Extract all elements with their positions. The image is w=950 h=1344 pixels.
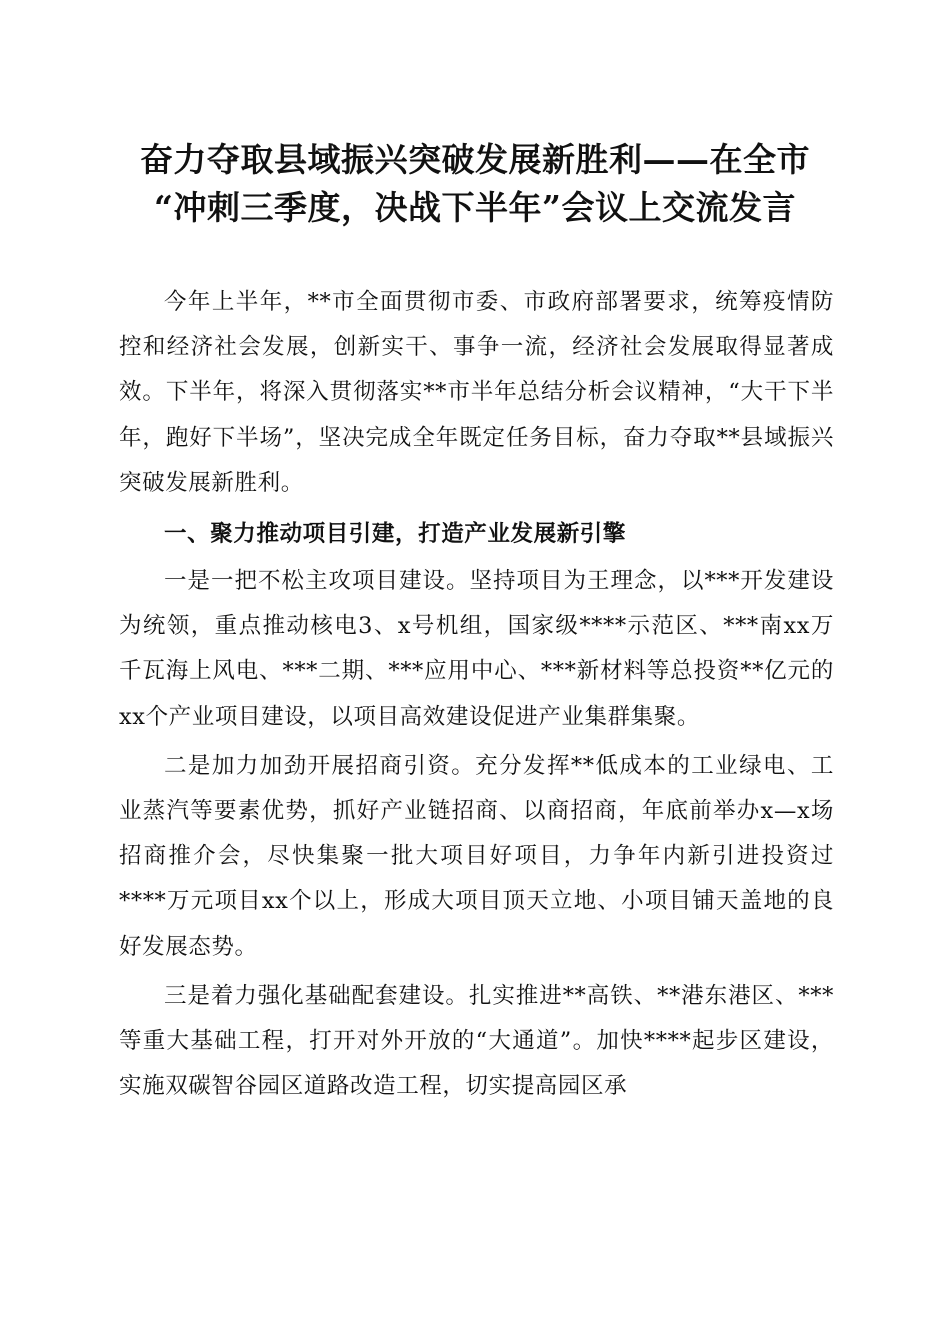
point-text-1: 坚持项目为王理念，以***开发建设为统领，重点推动核电3、x号机组，国家级****示范区、***南xx万千瓦海上风电、***二期、***应用中心、***新材料等总投资**亿元的xx个产业项目建设，以项目高效建设促进产业集群集聚。 (119, 568, 835, 730)
section-heading-1: 一、聚力推动项目引建，打造产业发展新引擎 (164, 521, 627, 548)
point-paragraph-3 (119, 974, 834, 1110)
document-title (100, 136, 850, 232)
point-lead-2: 二是加力加劲开展招商引资。 (164, 752, 476, 779)
point-lead-3: 三是着力强化基础配套建设。 (164, 982, 469, 1009)
intro-paragraph: 今年上半年，**市全面贯彻市委、市政府部署要求，统筹疫情防控和经济社会发展，创新实干、事争一流，经济社会发展取得显著成效。下半年，将深入贯彻落实**市半年总结分析会议精神，“大干下半年，跑好下半场”，坚决完成全年既定任务目标，奋力夺取**县域振兴突破发展新胜利。 (119, 289, 834, 496)
point-paragraph-1 (119, 559, 834, 740)
point-text-2: 充分发挥**低成本的工业绿电、工业蒸汽等要素优势，抓好产业链招商、以商招商，年底前举办x—x场招商推介会，尽快集聚一批大项目好项目，力争年内新引进投资过****万元项目xx个以上，形成大项目顶天立地、小项目铺天盖地的良好发展态势。 (119, 752, 834, 960)
document-body (119, 280, 834, 1109)
title-line-2: “冲刺三季度，决战下半年”会议上交流发言 (154, 188, 796, 227)
title-line-1: 奋力夺取县域振兴突破发展新胜利——在全市 (140, 140, 810, 179)
point-paragraph-2 (119, 744, 834, 970)
point-text-3: 扎实推进**高铁、**港东港区、***等重大基础工程，打开对外开放的“大通道”。加快****起步区建设，实施双碳智谷园区道路改造工程，切实提高园区承 (119, 982, 834, 1100)
point-lead-1: 一是一把不松主攻项目建设。 (164, 568, 470, 595)
